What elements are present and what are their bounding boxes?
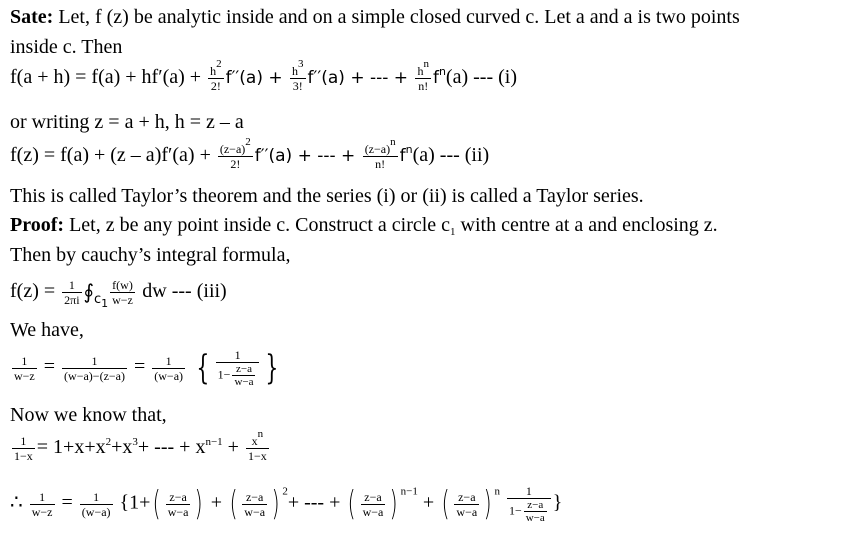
eq1-fn: $f^n$ xyxy=(432,65,446,89)
eq6-dots: + --- + xyxy=(287,491,341,514)
equation-therefore: ∴ $\frac{1}{w-z}$ = $\frac{1}{(w-a)}$ {1+( $\frac{z-a}{w-a}$ ) + ( $\frac{z-a}{w-a}$ ) $^2$+ --- + ( $\frac{z-a}{w-a}$ ) $^{n-1}$ + ( $\frac{z-a}{w-a}$ ) $^n$ 1 1− $\frac{z-a}{w-a}$ } xyxy=(10,484,563,524)
statement-line-1 xyxy=(10,5,740,29)
eq1-tail: (a) --- (i) xyxy=(445,66,517,89)
proof-text-1a: Let, z be any point inside c. Construct a circle c xyxy=(64,214,451,236)
eq4-brace-open: { xyxy=(196,348,210,388)
eq6-open: {1+ xyxy=(119,491,151,514)
contour-integral-symbol: ∮ xyxy=(83,281,94,304)
eq1-f3: f′′(a) + --- + xyxy=(307,68,414,89)
eq6-frac-a: $\frac{1}{w-z}$ xyxy=(31,489,53,519)
eq1-lhs: f(a + h) = f(a) + hf′(a) + xyxy=(10,66,207,89)
eq3-contour: c1 xyxy=(93,292,109,311)
proof-line-1 xyxy=(10,213,718,237)
eq3-frac-integrand: $\frac{f(w)}{w-z}$ xyxy=(112,278,133,307)
eq5-frac-a: $\frac{1}{1-x}$ xyxy=(14,434,33,463)
statement-line-2: inside c. Then xyxy=(10,36,123,58)
statement-text-1: Let, f (z) be analytic inside and on a simple closed curved c. Let a and a is two points xyxy=(53,6,740,28)
eq2-fn: $f^n$ xyxy=(399,143,413,167)
taylor-note: This is called Taylor’s theorem and the series (i) or (ii) is called a Taylor series. xyxy=(10,185,644,207)
eq3-lhs: f(z) = xyxy=(10,280,61,303)
now-we-know: Now we know that, xyxy=(10,404,167,426)
eq3-tail: dw --- (iii) xyxy=(142,280,227,303)
or-writing-line: or writing z = a + h, h = z – a xyxy=(10,111,244,133)
eq6-frac-1: $\frac{z-a}{w-a}$ xyxy=(167,489,189,519)
eq4-brace-close: } xyxy=(265,348,279,388)
eq1-frac-hn: $\frac{h^n}{n!}$ xyxy=(417,58,429,93)
eq6-close: } xyxy=(552,491,563,514)
eq1-f2: f′′(a) + xyxy=(225,68,289,89)
statement-heading: Sate: xyxy=(10,6,54,28)
eq6-frac-2: $\frac{z-a}{w-a}$ xyxy=(244,489,266,519)
eq2-frac-n: $\frac{(z-a)^n}{n!}$ xyxy=(364,136,396,171)
eq5-frac-b: $\frac{x^n}{1-x}$ xyxy=(247,428,267,463)
proof-heading: Proof: xyxy=(10,214,65,236)
equation-expansion: $\frac{1}{w-z}$ = $\frac{1}{(w-a)-(z-a)}$ = $\frac{1}{(w-a)}$ { 1 1− $\frac{z-a}{w-a}$ } xyxy=(14,348,279,388)
eq4-frac-c: $\frac{1}{(w-a)}$ xyxy=(154,353,184,383)
eq6-frac-b: $\frac{1}{(w-a)}$ xyxy=(81,489,111,519)
equation-geometric-series: $\frac{1}{1-x}$ = $1+x+x^2+x^3+$ --- + $x^{n-1}$ + $\frac{x^n}{1-x}$ xyxy=(14,428,267,463)
equation-i xyxy=(10,58,517,93)
equation-iii xyxy=(10,278,227,312)
eq4-frac-d: 1 1− $\frac{z-a}{w-a}$ xyxy=(216,348,260,388)
proof-c1-sub: 1 xyxy=(450,226,456,238)
eq2-frac-2: $\frac{(z-a)^2}{2!}$ xyxy=(219,136,251,171)
proof-text-1b: with centre at a and enclosing z. xyxy=(455,214,718,236)
eq6-frac-n: $\frac{z-a}{w-a}$ xyxy=(456,489,478,519)
eq5-mid: = 1+x+x xyxy=(36,436,106,459)
eq6-frac-last: 1 1− $\frac{z-a}{w-a}$ xyxy=(507,484,551,524)
proof-line-2: Then by cauchy’s integral formula, xyxy=(10,244,291,266)
eq2-f2: f′′(a) + --- + xyxy=(254,146,361,167)
equation-ii xyxy=(10,136,490,171)
eq6-frac-n1: $\frac{z-a}{w-a}$ xyxy=(362,489,384,519)
eq4-frac-b: $\frac{1}{(w-a)-(z-a)}$ xyxy=(64,353,125,383)
therefore-symbol: ∴ xyxy=(10,491,23,514)
eq1-frac-h2: $\frac{h^2}{2!}$ xyxy=(210,58,222,93)
we-have: We have, xyxy=(10,319,84,341)
eq2-lhs: f(z) = f(a) + (z – a)f′(a) + xyxy=(10,144,216,167)
eq1-frac-h3: $\frac{h^3}{3!}$ xyxy=(292,58,304,93)
eq2-tail: (a) --- (ii) xyxy=(412,144,490,167)
eq4-frac-a: $\frac{1}{w-z}$ xyxy=(14,353,35,383)
eq3-frac-const: $\frac{1}{2\pi i}$ xyxy=(64,278,80,307)
